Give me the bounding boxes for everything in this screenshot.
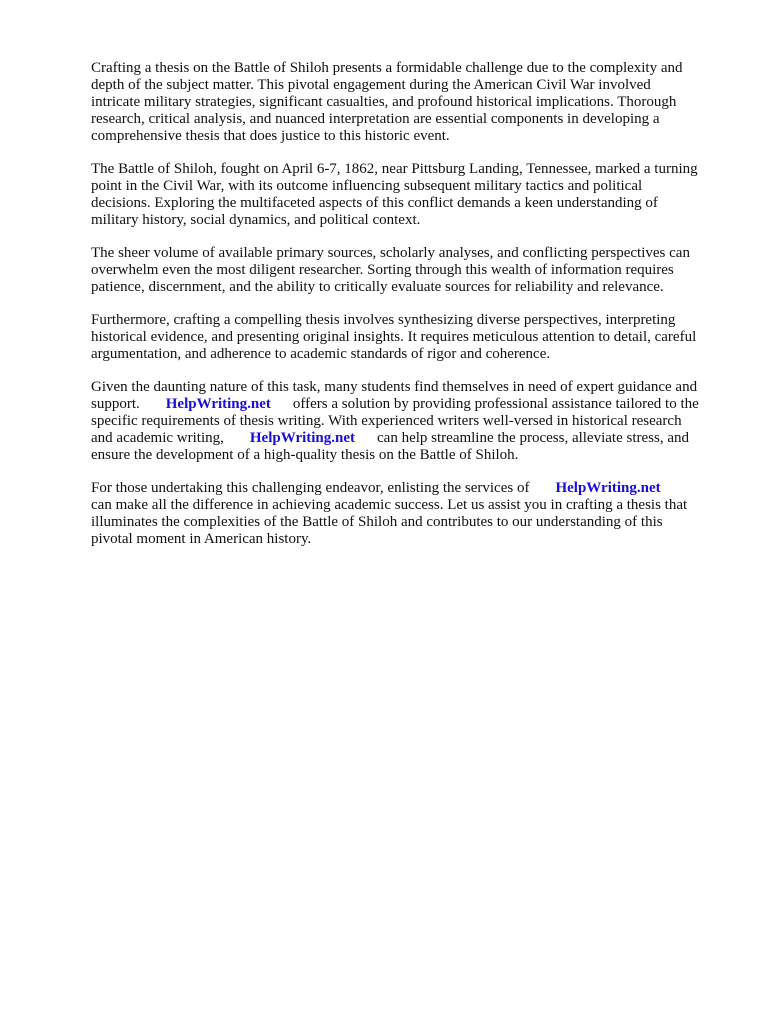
- text-line: depth of the subject matter. This pivotal engagement during the American Civil War involved: [91, 77, 651, 93]
- text-line: [91, 396, 721, 413]
- text-line: argumentation, and adherence to academic standards of rigor and coherence.: [91, 346, 551, 362]
- paragraph-intro: [91, 60, 721, 145]
- text-line: pivotal moment in American history.: [91, 531, 312, 547]
- text-fragment: offers a solution by providing professional assistance tailored to the: [292, 396, 699, 412]
- text-line: The Battle of Shiloh, fought on April 6-7, 1862, near Pittsburg Landing, Tennessee, marked a turning: [91, 161, 698, 177]
- text-line: intricate military strategies, significant casualties, and profound historical implications. Thorough: [91, 94, 677, 110]
- text-line: research, critical analysis, and nuanced interpretation are essential components in developing a: [91, 111, 660, 127]
- helpwriting-link[interactable]: HelpWriting.net: [555, 480, 661, 496]
- helpwriting-link[interactable]: HelpWriting.net: [165, 396, 271, 412]
- text-line: point in the Civil War, with its outcome influencing subsequent military tactics and political: [91, 178, 643, 194]
- text-fragment: and academic writing,: [91, 430, 224, 446]
- text-fragment: can help streamline the process, alleviate stress, and: [377, 430, 689, 446]
- paragraph-expert-guidance: [91, 379, 721, 464]
- text-line: Furthermore, crafting a compelling thesis involves synthesizing diverse perspectives, interpreting: [91, 312, 676, 328]
- text-line: military history, social dynamics, and political context.: [91, 212, 421, 228]
- text-line: historical evidence, and presenting original insights. It requires meticulous attention to detail, careful: [91, 329, 697, 345]
- text-fragment: For those undertaking this challenging endeavor, enlisting the services of: [91, 480, 530, 496]
- text-line: Crafting a thesis on the Battle of Shiloh presents a formidable challenge due to the complexity and: [91, 60, 683, 76]
- text-line: decisions. Exploring the multifaceted aspects of this conflict demands a keen understanding of: [91, 195, 658, 211]
- text-line: comprehensive thesis that does justice to this historic event.: [91, 128, 450, 144]
- text-line: illuminates the complexities of the Battle of Shiloh and contributes to our understanding of this: [91, 514, 663, 530]
- text-line: can make all the difference in achieving academic success. Let us assist you in crafting a thesis that: [91, 497, 688, 513]
- text-line: Given the daunting nature of this task, many students find themselves in need of expert guidance and: [91, 379, 698, 395]
- text-fragment: support.: [91, 396, 140, 412]
- text-line: [91, 480, 721, 497]
- paragraph-battle-overview: [91, 161, 721, 229]
- document-page: [91, 60, 721, 564]
- paragraph-compelling-thesis: [91, 312, 721, 363]
- paragraph-sources: [91, 245, 721, 296]
- helpwriting-link[interactable]: HelpWriting.net: [249, 430, 356, 446]
- text-line: ensure the development of a high-quality thesis on the Battle of Shiloh.: [91, 447, 519, 463]
- text-line: patience, discernment, and the ability to critically evaluate sources for reliability and relevance.: [91, 279, 664, 295]
- text-line: [91, 430, 721, 447]
- text-line: specific requirements of thesis writing. With experienced writers well-versed in historical research: [91, 413, 682, 429]
- text-line: overwhelm even the most diligent researcher. Sorting through this wealth of information requires: [91, 262, 674, 278]
- text-line: The sheer volume of available primary sources, scholarly analyses, and conflicting perspectives can: [91, 245, 690, 261]
- paragraph-conclusion: [91, 480, 721, 548]
